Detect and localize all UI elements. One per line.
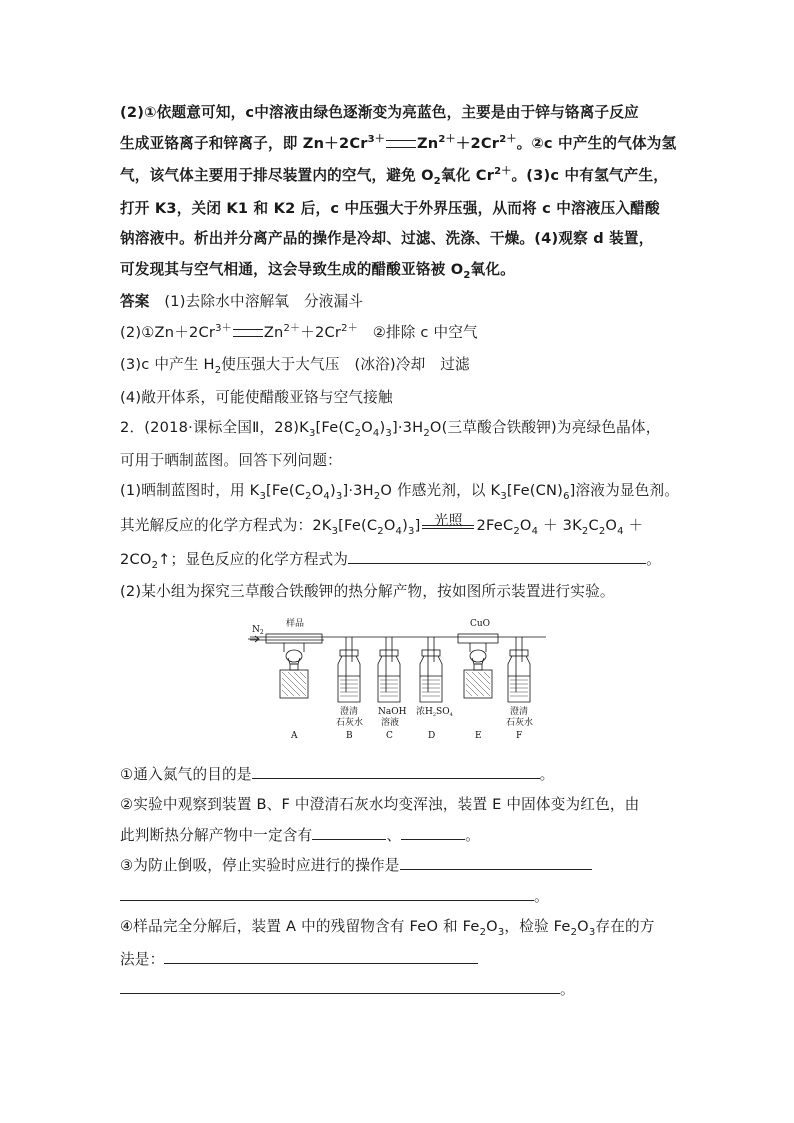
- bottle-F: [508, 637, 530, 702]
- bottle-D: [420, 637, 442, 702]
- label-F-2: 石灰水: [506, 718, 534, 728]
- label-E: E: [475, 731, 482, 741]
- label-B: B: [346, 731, 353, 741]
- sub-question-2-line1: ②实验中观察到装置 B、F 中澄清石灰水均变浑浊，装置 E 中固体变为红色，由: [120, 796, 640, 813]
- sample-label: 样品: [286, 619, 305, 629]
- answer-blank[interactable]: [120, 884, 534, 901]
- question-2-part1-line1: (1)晒制蓝图时，用 $K_3[Fe(C_2O_4)_3]\cdot 3H_2O$ 作感光剂，以 $K_3[Fe(CN)_6]$溶液为显色剂。: [120, 482, 680, 502]
- answer-blank[interactable]: [348, 547, 646, 564]
- label-B-2: 石灰水: [336, 718, 364, 728]
- apparatus-diagram: [244, 612, 554, 742]
- answer-blank[interactable]: [252, 762, 540, 779]
- question-2-heading: 2．(2018·课标全国Ⅱ，$28)K_3[Fe(C_2O_4)_3]\cdot 3H_2O$(三草酸合铁酸钾)为亮绿色晶体，: [120, 419, 661, 439]
- sub-question-1: ①通入氮气的目的是 。: [120, 760, 680, 791]
- explanation-line-4: 打开 K3，关闭 K1 和 K2 后，c 中压强大于外界压强，从而将 c 中溶液压入醋酸: [120, 199, 660, 217]
- label-C: C: [386, 731, 393, 741]
- answer-line-1: 答案 (1)去除水中溶解氧 分液漏斗: [120, 293, 364, 310]
- reaction-arrow-icon: 光照: [422, 516, 474, 536]
- label-F-1: 澄清: [510, 707, 529, 717]
- sub-question-3-line2: 。: [120, 882, 680, 913]
- question-2-intro: 可用于晒制蓝图。回答下列问题：: [120, 451, 342, 469]
- explanation-line-1: (2)①依题意可知，c中溶液由绿色逐渐变为亮蓝色，主要是由于锌与铬离子反应: [120, 104, 639, 121]
- answer-blank[interactable]: [164, 947, 478, 964]
- sub-question-4-line1: ④样品完全分解后，装置 A 中的残留物含有 FeO 和 $Fe_2O_3$，检验 $Fe_2O_3$存在的方: [120, 918, 655, 938]
- sub-question-2-line2: 此判断热分解产物中一定含有 、 。: [120, 821, 680, 852]
- explanation-line-3: 气，该气体主要用于排尽装置内的空气，避免 $O_2$氧化 $Cr^{2+}$。(3)c 中有氢气产生，: [120, 166, 669, 187]
- document-page: [120, 98, 680, 1006]
- bottle-B: [338, 637, 360, 702]
- answer-line-3: (3)c 中产生 $H_2$使压强大于大气压 (冰浴)冷却 过滤: [120, 356, 470, 376]
- question-2-part1-line3: $2CO_2↑$；显色反应的化学方程式为 。: [120, 545, 680, 578]
- answer-line-2: $(2)①Zn+2Cr^{3+}$ $Zn^{2+}+2Cr^{2+}$ ②排除 c 中空气: [120, 322, 478, 341]
- equal-arrow-icon: [386, 140, 416, 148]
- sub-question-4-line2: 法是：: [120, 945, 680, 976]
- explanation-line-5: 钠溶液中。析出并分离产品的操作是冷却、过滤、洗涤、干燥。(4)观察 d 装置，: [120, 230, 654, 247]
- label-D-letter: D: [428, 731, 436, 741]
- equal-arrow-icon: [233, 329, 263, 337]
- question-2-part1-line2: 其光解反应的化学方程式为：$2K_3[Fe(C_2O_4)_3]$ 光照 $2FeC_2O_4 + 3K_2C_2O_4$ ＋: [120, 512, 644, 537]
- label-C-1: NaOH: [378, 707, 407, 717]
- label-F: F: [516, 731, 523, 741]
- bottle-C: [378, 637, 400, 702]
- answer-blank[interactable]: [312, 823, 386, 840]
- sub-question-4-line3: 。: [120, 975, 680, 1006]
- sub-question-3-line1: ③为防止倒吸，停止实验时应进行的操作是: [120, 851, 680, 882]
- question-2-part2: (2)某小组为探究三草酸合铁酸钾的热分解产物，按如图所示装置进行实验。: [120, 583, 615, 600]
- explanation-line-2: 生成亚铬离子和锌离子，即 $Zn+2Cr^{3+}$ $Zn^{2+}+2Cr^{2+}$。②c 中产生的气体为氢: [120, 133, 677, 152]
- answer-blank[interactable]: [120, 977, 560, 994]
- answer-blank[interactable]: [400, 853, 592, 870]
- answer-blank[interactable]: [401, 823, 465, 840]
- cuo-label: CuO: [470, 619, 491, 629]
- label-A: A: [291, 731, 298, 741]
- answer-label: 答案: [120, 293, 150, 310]
- label-B-1: 澄清: [340, 707, 359, 717]
- label-C-2: 溶液: [381, 718, 400, 728]
- explanation-line-6: 可发现其与空气相通，这会导致生成的醋酸亚铬被 $O_2$氧化。: [120, 260, 515, 281]
- label-D: 浓$H_2SO_4$: [416, 707, 453, 718]
- answer-line-4: (4)敞开体系，可能使醋酸亚铬与空气接触: [120, 388, 393, 406]
- n2-label: $N_2$: [252, 625, 264, 636]
